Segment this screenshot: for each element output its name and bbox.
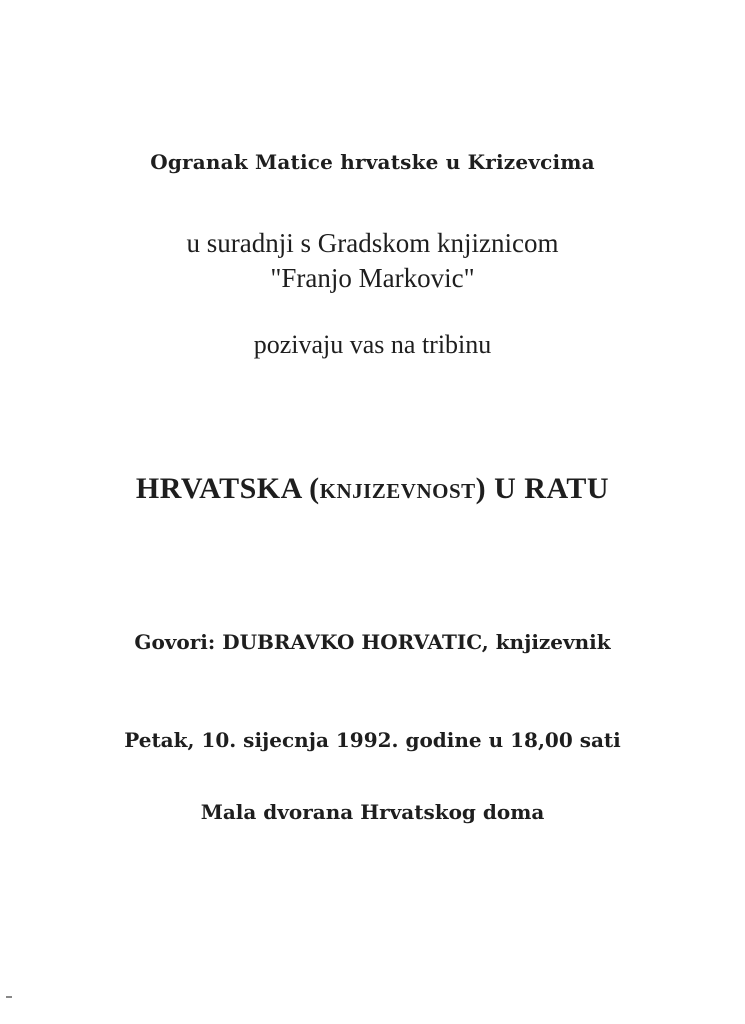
- event-title: [0, 472, 745, 506]
- event-title-part1: HRVATSKA (: [135, 472, 320, 505]
- date-time-line: Petak, 10. sijecnja 1992. godine u 18,00 sati: [124, 728, 621, 752]
- event-title-part3: ) U RATU: [475, 472, 610, 505]
- collaboration-line: u suradnji s Gradskom knjiznicom: [186, 228, 559, 258]
- event-title-part2: KNJIZEVNOST: [319, 479, 476, 503]
- library-name: "Franjo Markovic": [270, 263, 475, 293]
- speaker-line: Govori: DUBRAVKO HORVATIC, knjizevnik: [134, 630, 611, 654]
- venue-line: Mala dvorana Hrvatskog doma: [200, 800, 545, 824]
- invitation-text: pozivaju vas na tribinu: [253, 330, 492, 359]
- scan-edge-mark: [6, 996, 12, 998]
- organizer-line: Ogranak Matice hrvatske u Krizevcima: [150, 150, 595, 174]
